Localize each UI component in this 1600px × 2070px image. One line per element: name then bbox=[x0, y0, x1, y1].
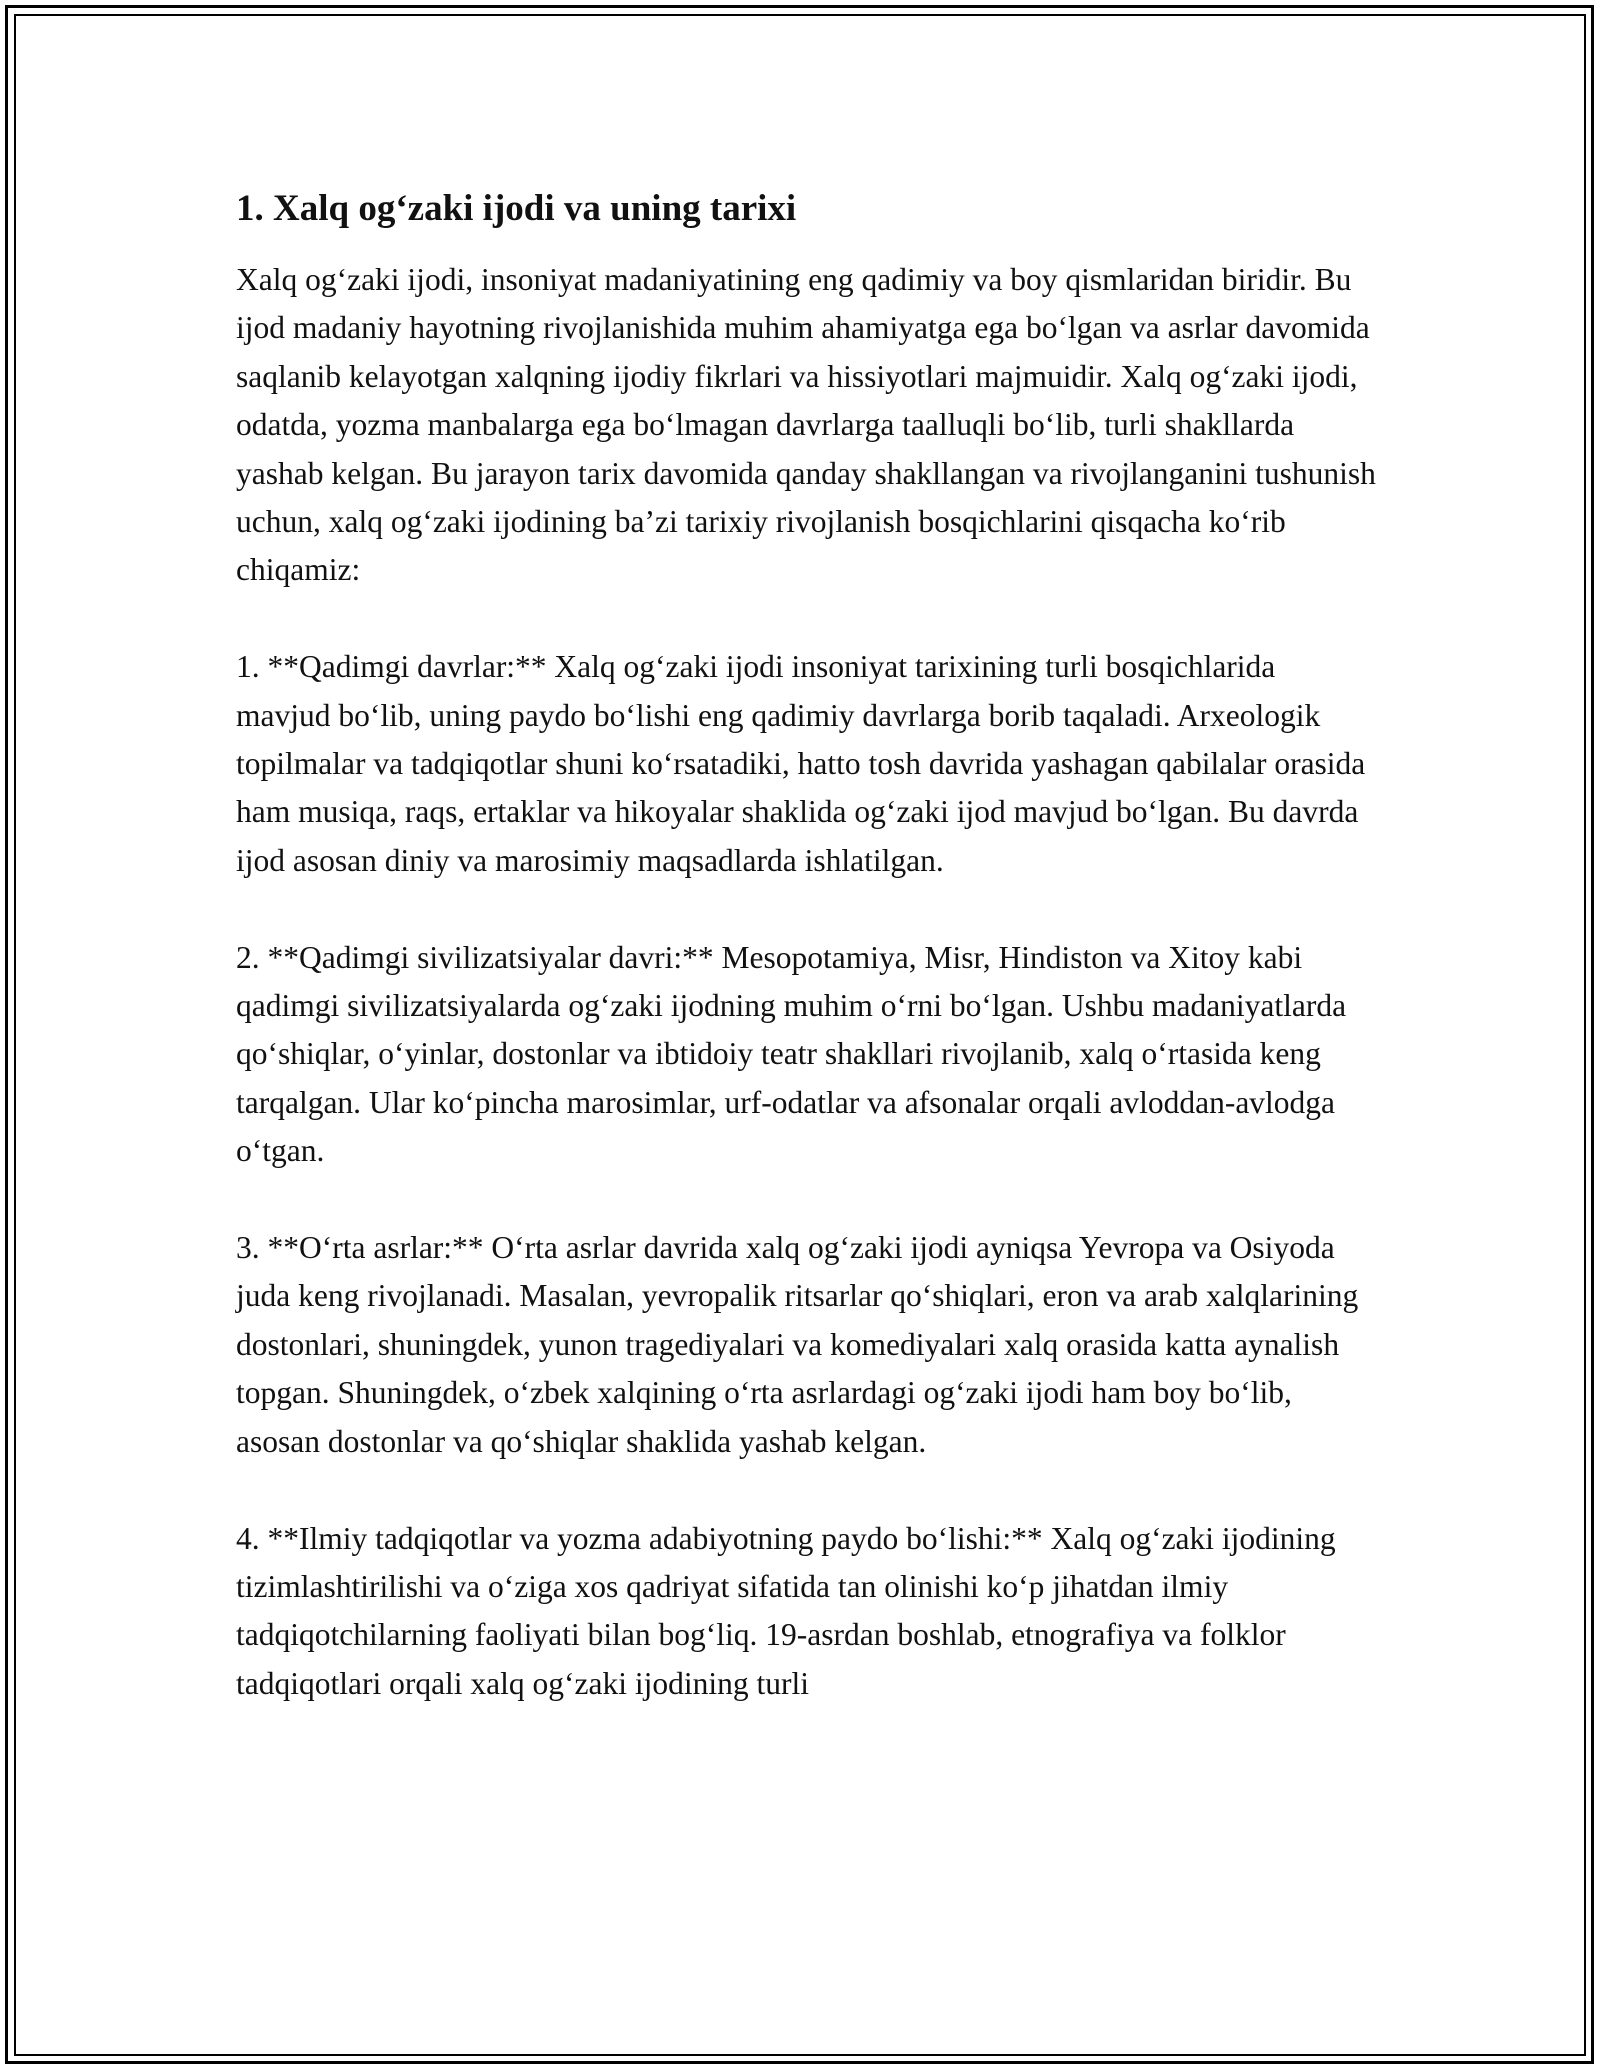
list-item-ancient-civilizations: 2. **Qadimgi sivilizatsiyalar davri:** Mesopotamiya, Misr, Hindiston va Xitoy kabi qadimgi sivilizatsiyalarda og‘zaki ijodning muhim o‘rni bo‘lgan. Ushbu madaniyatlarda qo‘shiqlar, o‘yinlar, dostonlar va ibtidoiy teatr shakllari rivojlanib, xalq o‘rtasida keng tarqalgan. Ular ko‘pincha marosimlar, urf-odatlar va afsonalar orqali avloddan-avlodga o‘tgan. bbox=[236, 939, 1347, 1169]
intro-paragraph: Xalq og‘zaki ijodi, insoniyat madaniyatining eng qadimiy va boy qismlaridan biridir. Bu ijod madaniy hayotning rivojlanishida muhim ahamiyatga ega bo‘lgan va asrlar davomida saqlanib kelayotgan xalqning ijodiy fikrlari va hissiyotlari majmuidir. Xalq og‘zaki ijodi, odatda, yozma manbalarga ega bo‘lmagan davrlarga taalluqli bo‘lib, turli shakllarda yashab kelgan. Bu jarayon tarix davomida qanday shakllangan va rivojlanganini tushunish uchun, xalq og‘zaki ijodining ba’zi tarixiy rivojlanish bosqichlarini qisqacha ko‘rib chiqamiz: bbox=[236, 262, 1376, 588]
list-item-ancient-periods: 1. **Qadimgi davrlar:** Xalq og‘zaki ijodi insoniyat tarixining turli bosqichlarida mavjud bo‘lib, uning paydo bo‘lishi eng qadimiy davrlarga borib taqaladi. Arxeologik topilmalar va tadqiqotlar shuni ko‘rsatadiki, hatto tosh davrida yashagan qabilalar orasida ham musiqa, raqs, ertaklar va hikoyalar shaklida og‘zaki ijod mavjud bo‘lgan. Bu davrda ijod asosan diniy va marosimiy maqsadlarda ishlatilgan. bbox=[236, 649, 1366, 878]
list-item-scientific-research: 4. **Ilmiy tadqiqotlar va yozma adabiyotning paydo bo‘lishi:** Xalq og‘zaki ijodining tizimlashtirilishi va o‘ziga xos qadriyat sifatida tan olinishi ko‘p jihatdan ilmiy tadqiqotchilarning faoliyati bilan bog‘liq. 19-asrdan boshlab, etnografiya va folklor tadqiqotlari orqali xalq og‘zaki ijodining turli bbox=[236, 1520, 1336, 1701]
section-heading: 1. Xalq og‘zaki ijodi va uning tarixi bbox=[236, 188, 797, 229]
list-item-middle-ages: 3. **O‘rta asrlar:** O‘rta asrlar davrida xalq og‘zaki ijodi ayniqsa Yevropa va Osiyoda juda keng rivojlanadi. Masalan, yevropalik ritsarlar qo‘shiqlari, eron va arab xalqlarining dostonlari, shuningdek, yunon tragediyalari va komediyalari xalq orasida katta aynalish topgan. Shuningdek, o‘zbek xalqining o‘rta asrlardagi og‘zaki ijodi ham boy bo‘lib, asosan dostonlar va qo‘shiqlar shaklida yashab kelgan. bbox=[236, 1230, 1359, 1459]
document-page bbox=[236, 185, 1376, 1708]
